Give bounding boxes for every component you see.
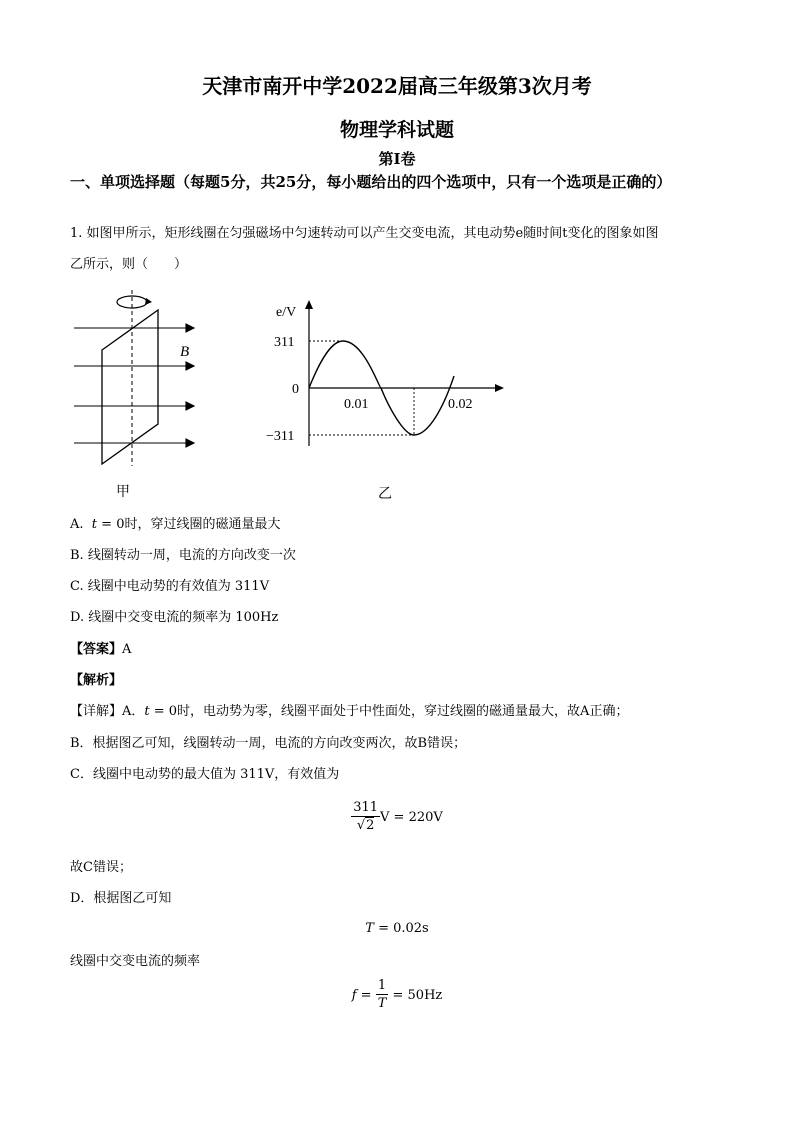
- magnetic-field-lines: [74, 324, 194, 447]
- y-tick-max: 311: [274, 335, 295, 350]
- formula-rms: $\frac{311}{√2}$ V = 220V: [353, 800, 443, 833]
- coil-frame: [102, 310, 158, 464]
- y-tick-zero: 0: [292, 382, 299, 397]
- analysis-b: B．根据图乙可知，线圈转动一周，电流的方向改变两次，故B错误；: [70, 736, 467, 751]
- y-axis-label: e/V: [276, 305, 297, 320]
- x-tick-002: 0.02: [448, 397, 473, 412]
- subject-title: 物理学科试题: [339, 119, 454, 141]
- emf-time-graph: [264, 296, 514, 508]
- x-tick-001: 0.01: [344, 397, 369, 412]
- option-c: C. 线圈中电动势的有效值为 311V: [70, 579, 270, 594]
- frequency-text: 线圈中交变电流的频率: [70, 954, 201, 969]
- figure-caption-jia: 甲: [116, 485, 130, 500]
- figure-caption-yi: 乙: [378, 487, 392, 502]
- question-stem-line1: 1. 如图甲所示，矩形线圈在匀强磁场中匀速转动可以产生交变电流，其电动势e随时间t变化的图象如图: [70, 226, 659, 241]
- answer-label: 【答案】: [70, 642, 123, 657]
- analysis-d: D．根据图乙可知: [70, 891, 172, 906]
- answer-value: A: [122, 642, 132, 657]
- question-stem-line2: 乙所示，则（ ）: [70, 257, 188, 272]
- analysis-label: 【解析】: [70, 673, 123, 688]
- field-label: B: [180, 344, 190, 360]
- section-heading: 一、单项选择题（每题5分，共25分，每小题给出的四个选项中，只有一个选项是正确的）: [70, 173, 672, 191]
- document-title: 天津市南开中学2022届高三年级第3次月考: [202, 74, 592, 98]
- analysis-detail-a: 【详解】A．t = 0时，电动势为零，线圈平面处于中性面处，穿过线圈的磁通量最大，故A正确；: [70, 704, 629, 719]
- analysis-c-conclusion: 故C错误；: [70, 860, 132, 875]
- formula-frequency: f = $\frac{1}{T}$ = 50Hz: [351, 978, 443, 1011]
- volume-title: 第I卷: [378, 150, 416, 168]
- option-b: B. 线圈转动一周，电流的方向改变一次: [70, 548, 296, 563]
- option-d: D. 线圈中交变电流的频率为 100Hz: [70, 610, 279, 625]
- coil-diagram: [66, 288, 206, 508]
- y-tick-min: −311: [266, 429, 295, 444]
- answer-line: [70, 640, 131, 660]
- option-a: A. t = 0时，穿过线圈的磁通量最大: [70, 517, 281, 532]
- formula-period: T = 0.02s: [365, 921, 429, 936]
- analysis-c: C．线圈中电动势的最大值为 311V，有效值为: [70, 767, 340, 782]
